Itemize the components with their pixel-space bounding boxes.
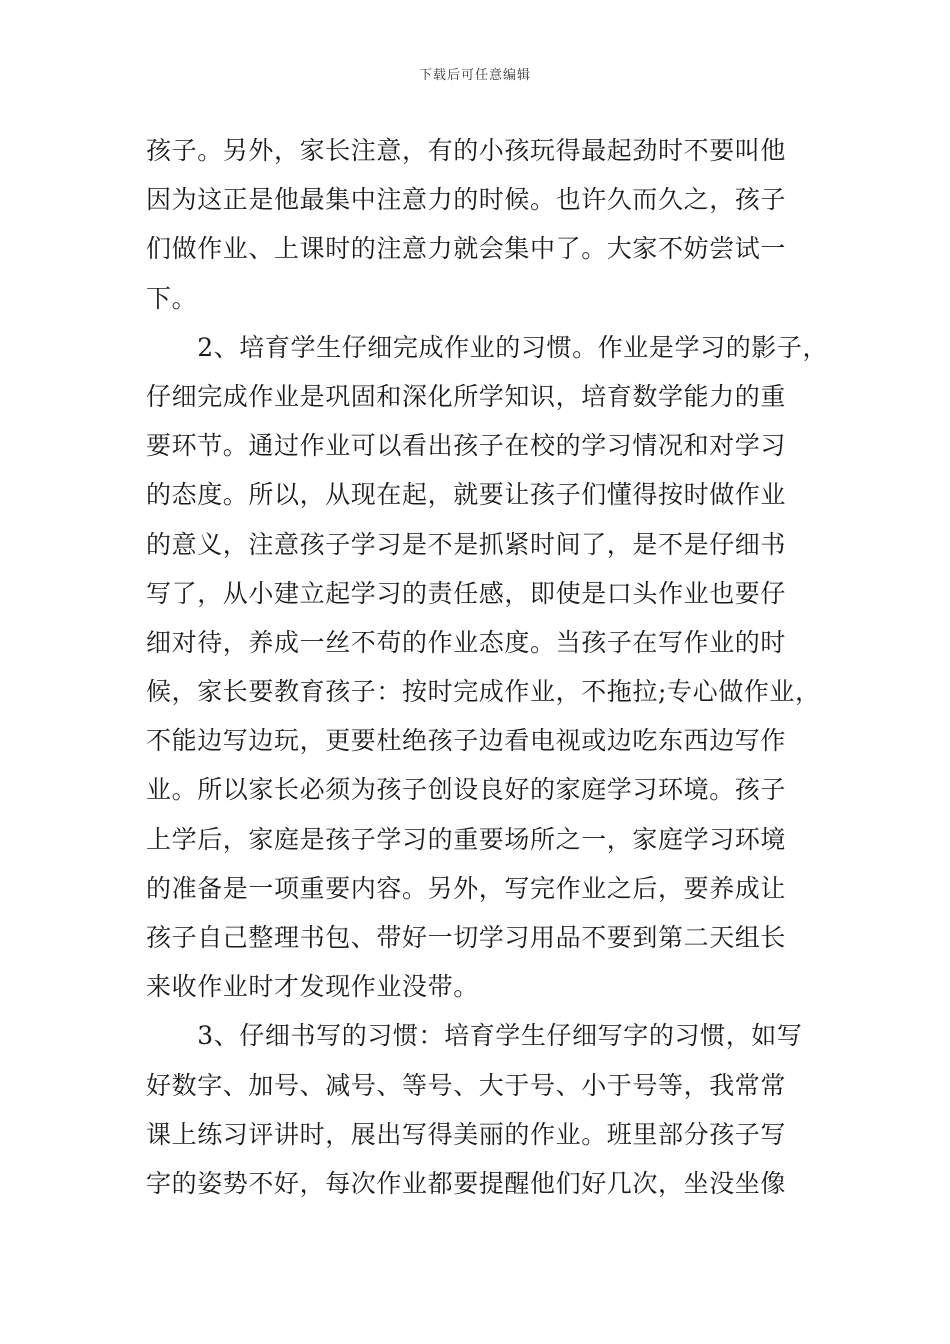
document-body [146, 126, 829, 1208]
text-line: 孩子自己整理书包、带好一切学习用品不要到第二天组长 [146, 923, 787, 952]
text-line: 细对待，养成一丝不苟的作业态度。当孩子在写作业的时 [146, 627, 787, 657]
text-line: 好数字、加号、减号、等号、大于号、小于号等，我常常 [146, 1070, 787, 1100]
text-line: 因为这正是他最集中注意力的时候。也许久而久之，孩子 [146, 185, 787, 215]
text-line: 不能边写边玩，更要杜绝孩子边看电视或边吃东西边写作 [146, 726, 787, 756]
text-line: 们做作业、上课时的注意力就会集中了。大家不妨尝试一 [146, 234, 787, 264]
text-line: 的意义，注意孩子学习是不是抓紧时间了，是不是仔细书 [146, 529, 787, 559]
text-line: 的准备是一项重要内容。另外，写完作业之后，要养成让 [146, 873, 787, 903]
text-line: 课上练习评讲时，展出写得美丽的作业。班里部分孩子写 [146, 1119, 787, 1149]
text-line: 要环节。通过作业可以看出孩子在校的学习情况和对学习 [146, 431, 787, 461]
text-line: 上学后，家庭是孩子学习的重要场所之一，家庭学习环境 [146, 824, 787, 854]
text-line: 孩子。另外，家长注意，有的小孩玩得最起劲时不要叫他 [146, 136, 787, 165]
text-line: 写了，从小建立起学习的责任感，即使是口头作业也要仔 [146, 578, 787, 608]
page-header: 下载后可任意编辑 [418, 68, 531, 83]
text-line: 字的姿势不好，每次作业都要提醒他们好几次，坐没坐像 [146, 1168, 787, 1198]
text-line: 的态度。所以，从现在起，就要让孩子们懂得按时做作业 [146, 480, 787, 510]
text-line: 候，家长要教育孩子：按时完成作业，不拖拉;专心做作业， [146, 677, 821, 707]
text-line: 仔细完成作业是巩固和深化所学知识，培育数学能力的重 [146, 381, 787, 411]
paragraph-start-line: 3、仔细书写的习惯：培育学生仔细写字的习惯，如写 [146, 1021, 803, 1051]
paragraph-start-line: 2、培育学生仔细完成作业的习惯。作业是学习的影子， [146, 332, 829, 362]
text-line: 来收作业时才发现作业没带。 [146, 972, 479, 1002]
text-line: 下。 [146, 283, 198, 313]
text-line: 业。所以家长必须为孩子创设良好的家庭学习环境。孩子 [146, 775, 787, 805]
